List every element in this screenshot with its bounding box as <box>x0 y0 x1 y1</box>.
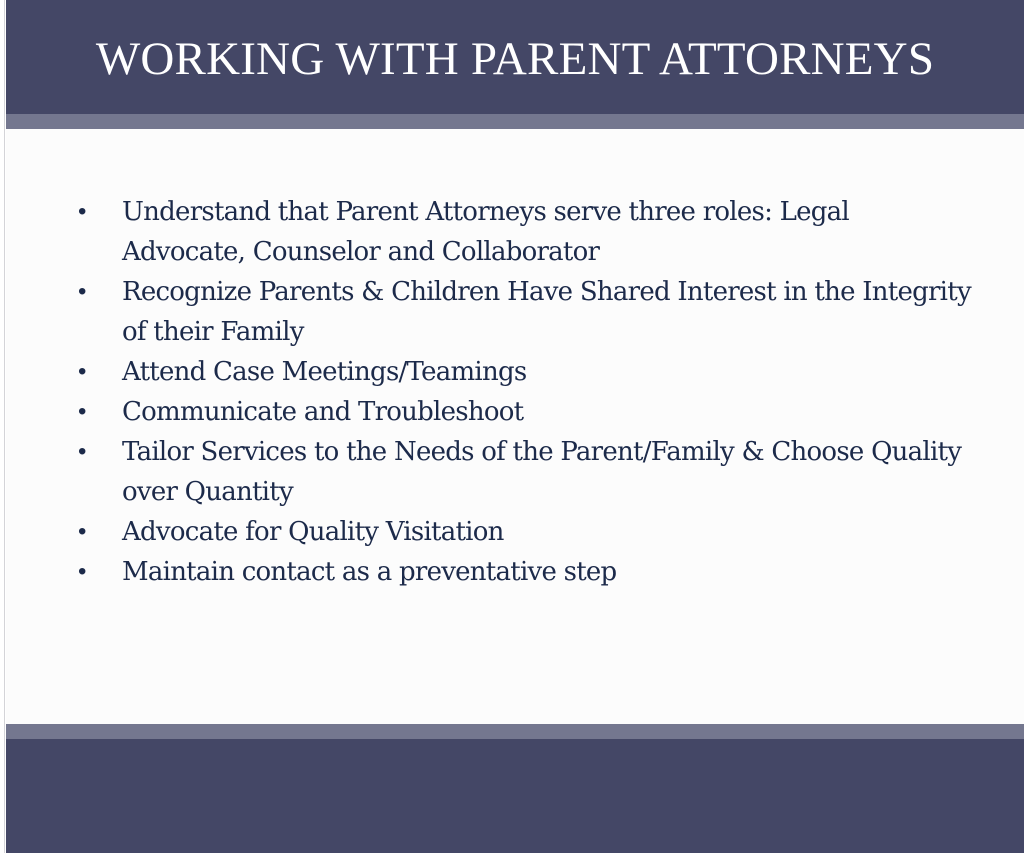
bullet-point-icon: • <box>78 518 86 545</box>
bullet-point-icon: • <box>78 358 86 385</box>
bullet-item <box>78 432 978 512</box>
bullet-text: Understand that Parent Attorneys serve three roles: Legal Advocate, Counselor and Collaborator <box>122 197 849 267</box>
bullet-point-icon: • <box>78 558 86 585</box>
bullet-item <box>78 392 978 432</box>
bullet-text: Attend Case Meetings/Teamings <box>122 357 527 387</box>
bullet-point-icon: • <box>78 398 86 425</box>
bullet-point-icon: • <box>78 198 86 225</box>
bullet-point-icon: • <box>78 278 86 305</box>
content-area <box>6 129 1024 724</box>
slide-left-edge <box>0 0 5 853</box>
footer-bar <box>6 739 1024 853</box>
bullet-item <box>78 552 978 592</box>
bullet-item <box>78 512 978 552</box>
title-bar <box>6 0 1024 114</box>
bullet-list <box>78 192 978 592</box>
bullet-text: Advocate for Quality Visitation <box>122 517 504 547</box>
bullet-item <box>78 192 978 272</box>
bullet-text: Communicate and Troubleshoot <box>122 397 524 427</box>
title-divider-stripe <box>6 114 1024 129</box>
bullet-text: Maintain contact as a preventative step <box>122 557 617 587</box>
bullet-point-icon: • <box>78 438 86 465</box>
bullet-item <box>78 352 978 392</box>
slide-title: WORKING WITH PARENT ATTORNEYS <box>95 33 935 85</box>
footer-divider-stripe <box>6 724 1024 739</box>
bullet-text: Recognize Parents & Children Have Shared Interest in the Integrity of their Family <box>122 277 971 347</box>
bullet-text: Tailor Services to the Needs of the Parent/Family & Choose Quality over Quantity <box>122 437 962 507</box>
bullet-item <box>78 272 978 352</box>
